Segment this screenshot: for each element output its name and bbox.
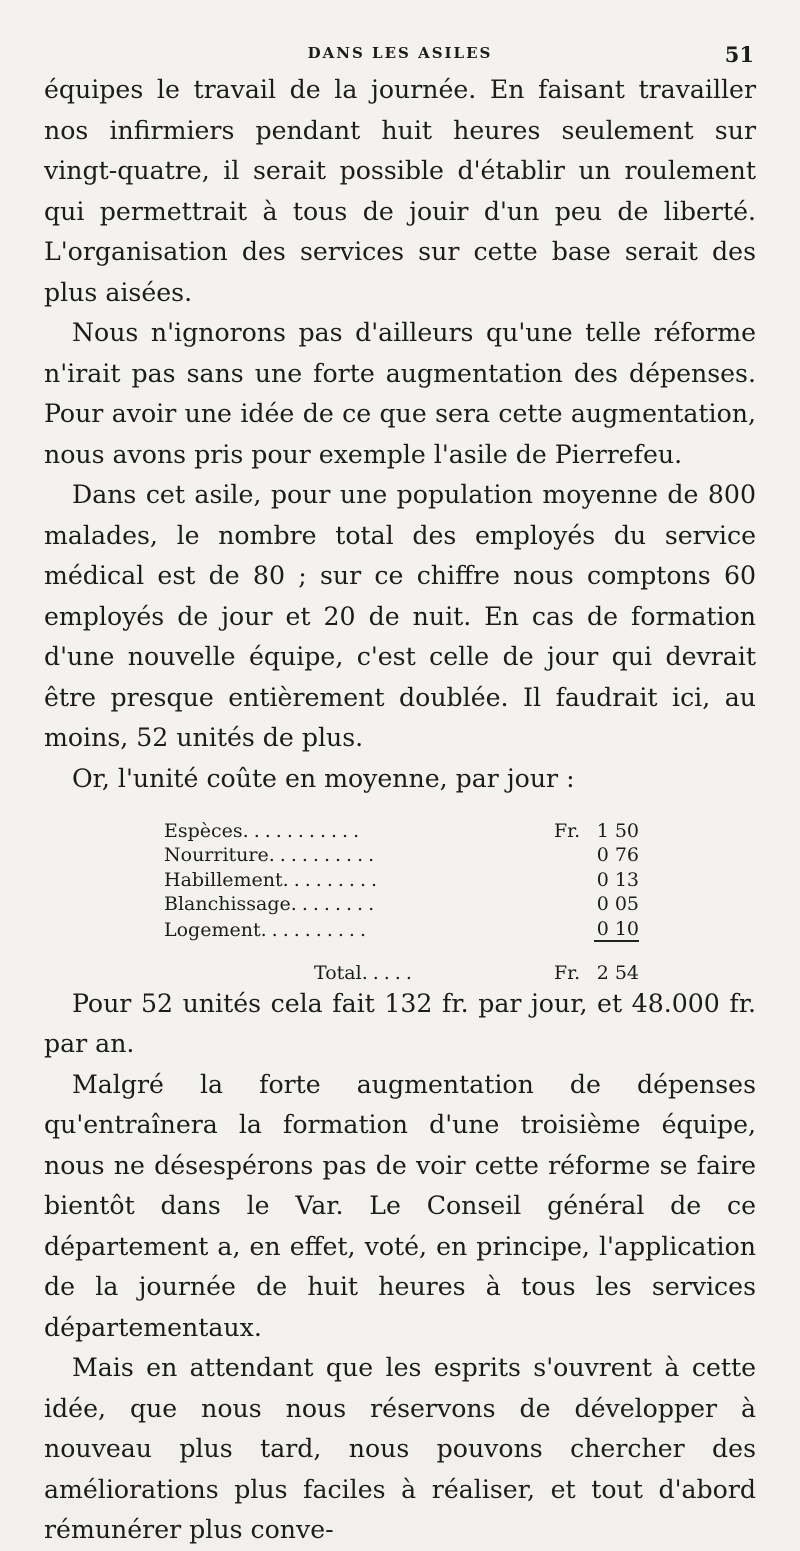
cost-row: [164, 891, 639, 916]
leader-dots: ..........: [260, 918, 372, 941]
cost-amount: 0 76: [596, 844, 639, 866]
leader-dots: ...........: [242, 819, 365, 842]
leader-dots: .....: [361, 961, 417, 984]
paragraph-3: Dans cet asile, pour une population moyenne de 800 malades, le nombre total des employés du service médical est de 80 ; sur ce chiffre nous comptons 60 employés de jour et 20 de nuit. En cas de formation d'une nouvelle équipe, c'est celle de jour qui devrait être presque entièrement doublée. Il faudrait ici, au moins, 52 unités de plus.: [44, 480, 756, 752]
running-header: [44, 30, 756, 70]
paragraph-2: Nous n'ignorons pas d'ailleurs qu'une telle réforme n'irait pas sans une forte augmentation des dépenses. Pour avoir une idée de ce que sera cette augmentation, nous avons pris pour exemple l'asile de Pierrefeu.: [44, 318, 756, 469]
total-currency: Fr.: [554, 961, 581, 984]
cost-label: Habillement: [164, 868, 283, 891]
total-label: Total: [314, 961, 362, 984]
cost-amount: 0 05: [596, 893, 639, 915]
leader-dots: ..........: [268, 844, 380, 866]
paragraph-1: équipes le travail de la journée. En faisant travailler nos infirmiers pendant huit heures seulement sur vingt-quatre, il serait possible d'établir un roulement qui permettrait à tous de jouir d'un peu de liberté. L'organisation des services sur cette base serait des plus aisées.: [44, 75, 756, 307]
paragraph-6: Malgré la forte augmentation de dépenses qu'entraînera la formation d'une troisième équipe, nous ne désespérons pas de voir cette réforme se faire bientôt dans le Var. Le Conseil général de ce département a, en effet, voté, en principe, l'application de la journée de huit heures à tous les services départementaux.: [44, 1069, 756, 1342]
cost-amount: 1 50: [596, 819, 639, 842]
cost-label: Espèces: [164, 819, 243, 842]
body-text: [44, 70, 756, 1551]
paragraph-4: Or, l'unité coûte en moyenne, par jour :: [72, 763, 575, 793]
cost-row: [164, 817, 639, 842]
cost-label: Logement: [164, 918, 261, 941]
cost-currency: Fr.: [554, 819, 581, 842]
cost-amount: 0 10: [596, 917, 639, 940]
cost-label: Blanchissage: [164, 893, 291, 915]
paragraph-5: Pour 52 unités cela fait 132 fr. par jour, et 48.000 fr. par an.: [44, 988, 756, 1058]
leader-dots: ........: [290, 893, 380, 915]
cost-row: [164, 866, 639, 891]
running-title: DANS LES ASILES: [307, 44, 493, 62]
total-amount: 2 54: [594, 941, 639, 984]
page-number: 51: [724, 42, 754, 67]
cost-table: [164, 817, 639, 984]
leader-dots: .........: [282, 868, 383, 891]
cost-label: Nourriture: [164, 844, 269, 866]
cost-row: [164, 842, 639, 867]
cost-row: [164, 915, 639, 941]
paragraph-7: Mais en attendant que les esprits s'ouvrent à cette idée, que nous nous réservons de développer à nouveau plus tard, nous pouvons chercher des améliorations plus faciles à réaliser, et tout d'abord rémunérer plus conve-: [44, 1353, 756, 1544]
total-row: [164, 941, 639, 984]
cost-amount: 0 13: [596, 868, 639, 891]
